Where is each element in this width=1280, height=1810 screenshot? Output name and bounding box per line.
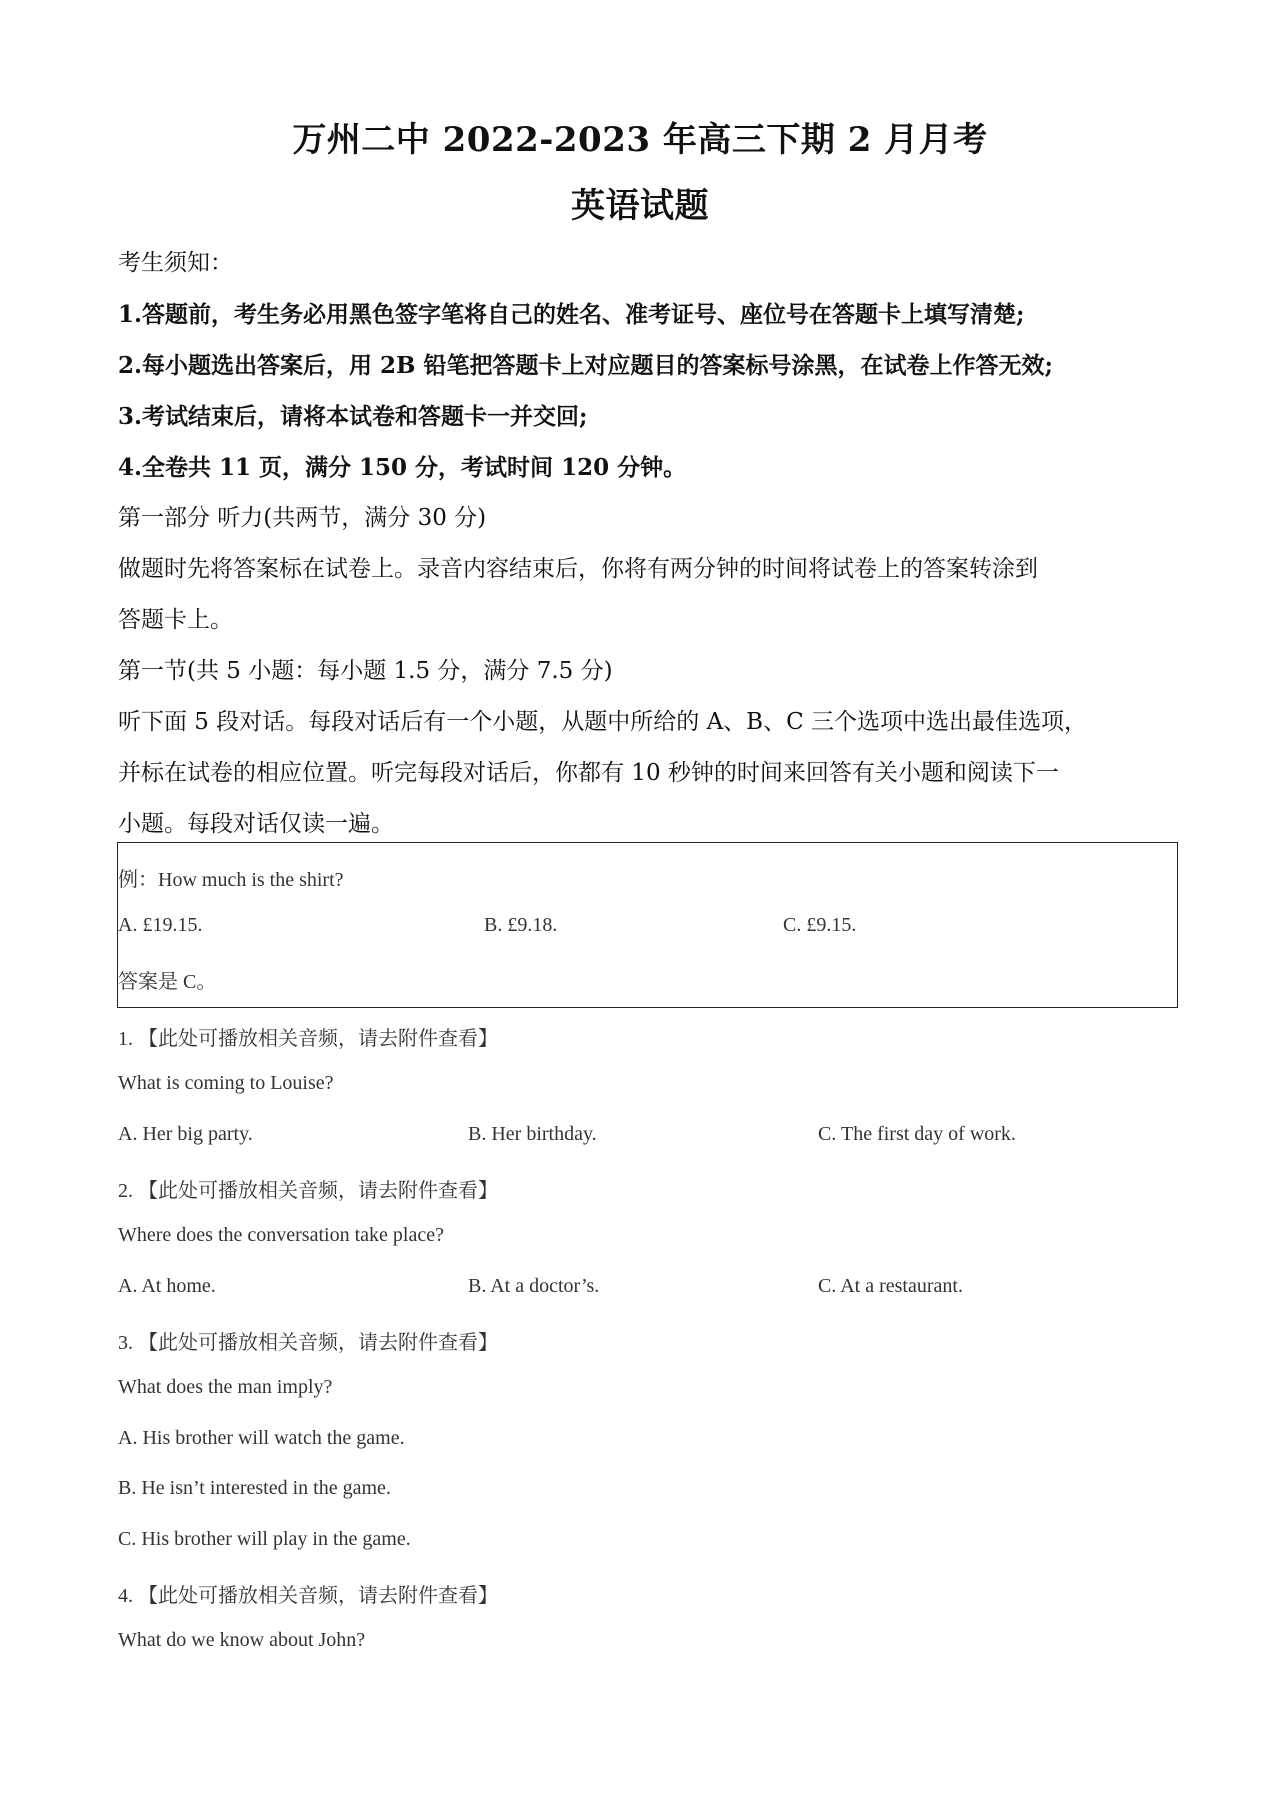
example-box: 例：How much is the shirt? A. £19.15. B. £9.18. C. £9.15. 答案是 C。 — [117, 842, 1178, 1008]
example-option-c: C. £9.15. — [783, 914, 857, 936]
option-b: B. At a doctor’s. — [468, 1275, 600, 1297]
notice-heading: 考生须知： — [118, 250, 233, 276]
exam-subtitle: 英语试题 — [571, 186, 709, 226]
audio-placeholder[interactable]: 2. 【此处可播放相关音频，请去附件查看】 — [118, 1180, 498, 1202]
question-stem: What is coming to Louise? — [118, 1072, 334, 1094]
example-option-a: A. £19.15. — [118, 914, 203, 936]
question-stem: What does the man imply? — [118, 1376, 333, 1398]
section1-heading: 第一节(共 5 小题：每小题 1.5 分，满分 7.5 分) — [118, 658, 613, 684]
option-a: A. Her big party. — [118, 1123, 253, 1145]
option-b: B. He isn’t interested in the game. — [118, 1477, 391, 1499]
question-stem: What do we know about John? — [118, 1629, 366, 1651]
example-option-b: B. £9.18. — [484, 914, 558, 936]
option-c: C. At a restaurant. — [818, 1275, 963, 1297]
audio-placeholder[interactable]: 4. 【此处可播放相关音频，请去附件查看】 — [118, 1585, 498, 1607]
question-stem: Where does the conversation take place? — [118, 1224, 444, 1246]
option-c: C. His brother will play in the game. — [118, 1528, 411, 1550]
part1-instructions: 答题卡上。 — [118, 607, 233, 633]
section1-instructions: 并标在试卷的相应位置。听完每段对话后，你都有 10 秒钟的时间来回答有关小题和阅读下一 — [118, 760, 1059, 786]
option-a: A. His brother will watch the game. — [118, 1427, 405, 1449]
section1-instructions: 小题。每段对话仅读一遍。 — [118, 811, 394, 837]
option-b: B. Her birthday. — [468, 1123, 597, 1145]
notice-item: 2.每小题选出答案后，用 2B 铅笔把答题卡上对应题目的答案标号涂黑，在试卷上作答无效; — [118, 352, 1053, 379]
audio-placeholder[interactable]: 1. 【此处可播放相关音频，请去附件查看】 — [118, 1028, 498, 1050]
option-c: C. The first day of work. — [818, 1123, 1016, 1145]
audio-placeholder[interactable]: 3. 【此处可播放相关音频，请去附件查看】 — [118, 1332, 498, 1354]
part1-heading: 第一部分 听力(共两节，满分 30 分) — [118, 505, 487, 531]
notice-block — [118, 238, 1178, 850]
exam-title: 万州二中 2022-2023 年高三下期 2 月月考 — [292, 120, 988, 160]
option-a: A. At home. — [118, 1275, 216, 1297]
notice-item: 1.答题前，考生务必用黑色签字笔将自己的姓名、准考证号、座位号在答题卡上填写清楚; — [118, 301, 1025, 328]
notice-item: 3.考试结束后，请将本试卷和答题卡一并交回; — [118, 403, 588, 430]
section1-instructions: 听下面 5 段对话。每段对话后有一个小题，从题中所给的 A、B、C 三个选项中选出最佳选项， — [118, 709, 1087, 735]
notice-item: 4.全卷共 11 页，满分 150 分，考试时间 120 分钟。 — [118, 454, 687, 481]
part1-instructions: 做题时先将答案标在试卷上。录音内容结束后，你将有两分钟的时间将试卷上的答案转涂到 — [118, 556, 1038, 582]
